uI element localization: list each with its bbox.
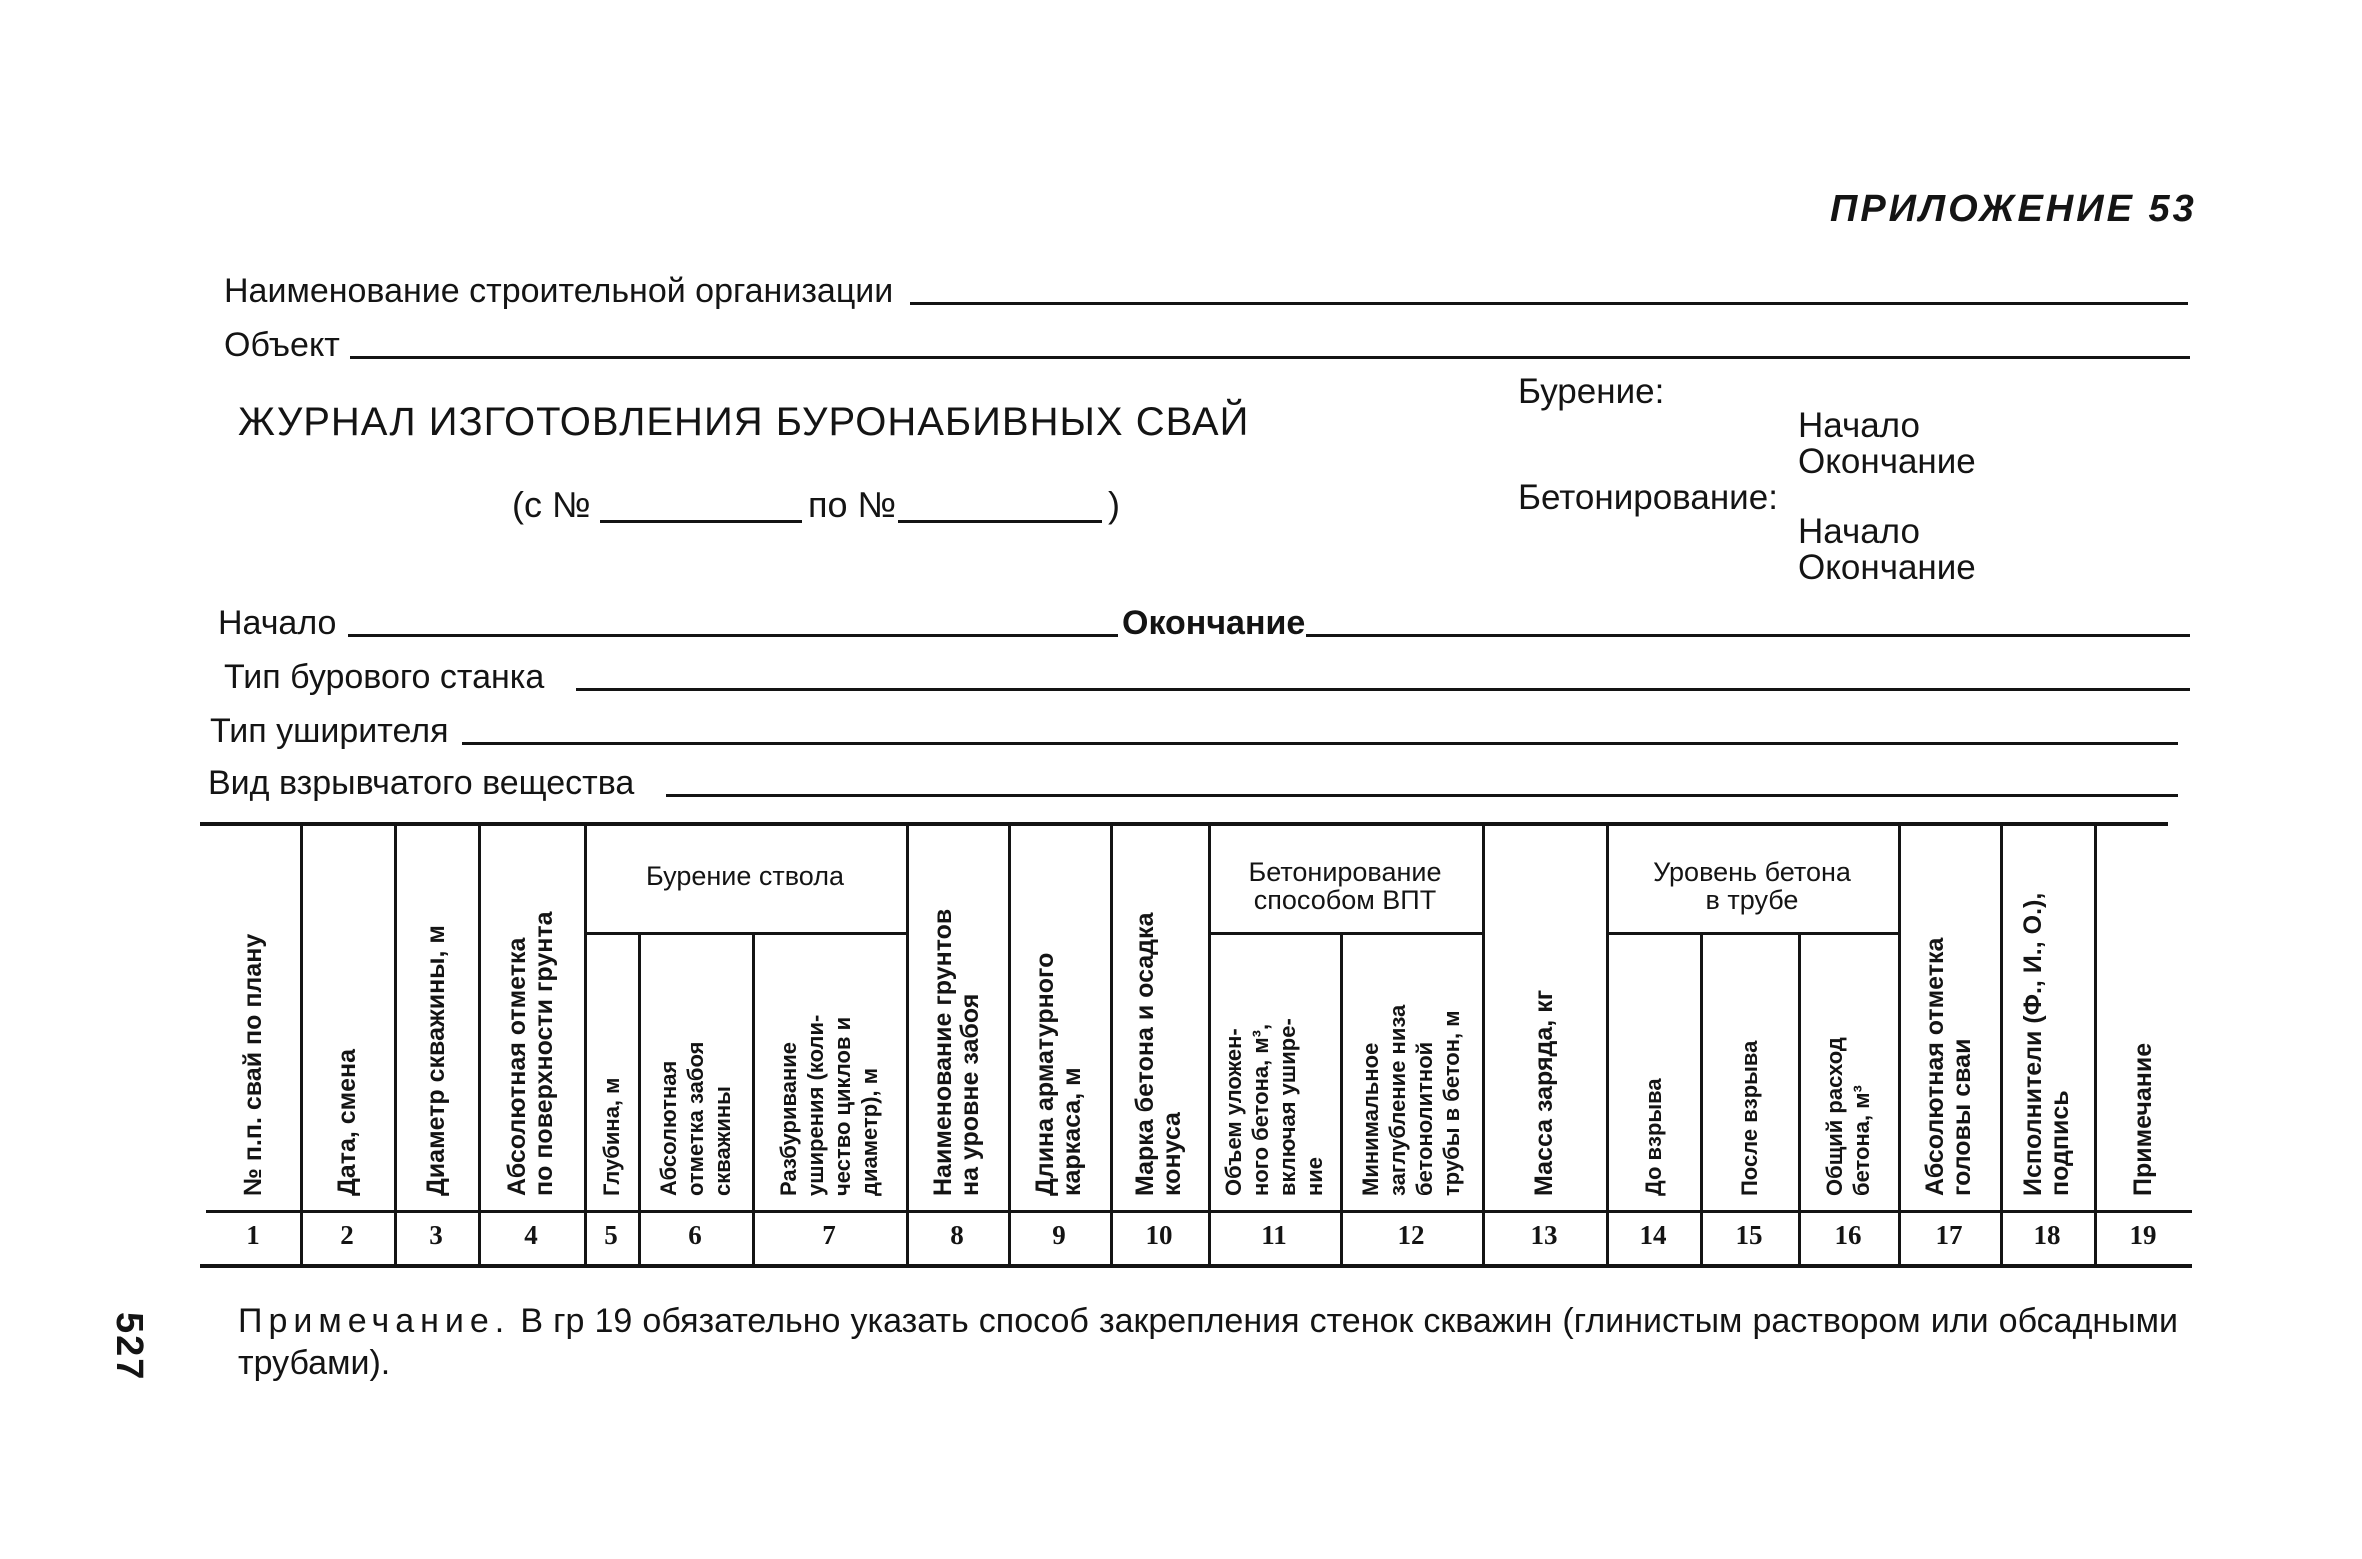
column-number-15: 15	[1735, 1220, 1763, 1250]
drilling-label: Бурение:	[1518, 372, 1665, 411]
column-number-2: 2	[340, 1220, 354, 1250]
column-header-17: Абсолютная отметка головы сваи	[1921, 937, 1976, 1196]
range-close: )	[1108, 484, 1120, 525]
reamer-type-field[interactable]	[462, 742, 2178, 745]
concreting-start: Начало	[1798, 512, 1920, 551]
table-column-divider	[638, 932, 641, 1264]
group-concreting: Бетонирование способом ВПТ	[1248, 857, 1442, 915]
end-field[interactable]	[1306, 634, 2190, 637]
range-from-field[interactable]	[600, 520, 802, 523]
table-column-divider	[394, 826, 397, 1264]
range-from-label: (с №	[512, 484, 591, 525]
column-header-4: Абсолютная отметка по поверхности грунта	[503, 911, 558, 1196]
table-column-divider	[2000, 826, 2003, 1264]
table-bottom-rule	[200, 1264, 2192, 1268]
table-column-divider	[906, 826, 909, 1264]
column-header-3: Диаметр скважины, м	[421, 925, 450, 1196]
drilling-start: Начало	[1798, 406, 1920, 445]
concreting-end: Окончание	[1798, 548, 1976, 587]
column-header-9: Длина арматурного каркаса, м	[1031, 952, 1086, 1196]
column-number-10: 10	[1145, 1220, 1173, 1250]
start-field[interactable]	[348, 634, 1118, 637]
column-header-7: Разбуривание уширения (коли- чество циклов и диаметр), м	[776, 1014, 882, 1196]
footnote-text: В гр 19 обязательно указать способ закрепления стенок скважин (глинистым раствором или обсадными трубами).	[238, 1302, 2178, 1382]
table-column-divider	[1482, 826, 1485, 1264]
column-number-3: 3	[429, 1220, 443, 1250]
column-header-16: Общий расход бетона, м³	[1822, 1037, 1874, 1196]
start-label: Начало	[218, 604, 337, 642]
reamer-type-label: Тип уширителя	[210, 712, 449, 750]
column-header-5: Глубина, м	[598, 1077, 624, 1196]
concreting-label: Бетонирование:	[1518, 478, 1778, 517]
column-header-1: № п.п. свай по плану	[238, 933, 267, 1196]
object-field[interactable]	[350, 356, 2190, 359]
column-header-2: Дата, смена	[332, 1048, 361, 1196]
table-column-divider	[1606, 826, 1609, 1264]
table-column-divider	[300, 826, 303, 1264]
column-number-9: 9	[1052, 1220, 1066, 1250]
column-header-13: Масса заряда, кг	[1529, 989, 1558, 1196]
table-column-divider	[584, 826, 587, 1264]
table-top-rule	[200, 822, 2168, 826]
column-number-13: 13	[1530, 1220, 1558, 1250]
org-label: Наименование строительной организации	[224, 272, 894, 310]
table-column-divider	[1898, 826, 1901, 1264]
table-column-divider	[1700, 932, 1703, 1264]
column-header-10: Марка бетона и осадка конуса	[1131, 912, 1186, 1196]
org-field[interactable]	[910, 302, 2188, 305]
column-number-11: 11	[1261, 1220, 1287, 1250]
column-header-15: После взрыва	[1736, 1040, 1762, 1196]
explosive-field[interactable]	[666, 794, 2178, 797]
column-header-14: До взрыва	[1640, 1078, 1666, 1196]
rig-type-field[interactable]	[576, 688, 2190, 691]
column-number-7: 7	[822, 1220, 836, 1250]
group-drilling-rule	[584, 932, 906, 935]
group-concreting-rule	[1208, 932, 1482, 935]
table-number-rule	[206, 1210, 2192, 1213]
column-number-18: 18	[2033, 1220, 2061, 1250]
range-to-field[interactable]	[898, 520, 1102, 523]
column-header-18: Исполнители (Ф., И., О.), подпись	[2019, 892, 2074, 1196]
table-column-divider	[752, 932, 755, 1264]
column-number-17: 17	[1935, 1220, 1963, 1250]
column-header-8: Наименование грунтов на уровне забоя	[929, 908, 984, 1196]
end-label: Окончание	[1122, 604, 1306, 642]
table-column-divider	[1008, 826, 1011, 1264]
footnote-head: Примечание.	[238, 1302, 511, 1340]
group-level-rule	[1606, 932, 1898, 935]
range-to-label: по №	[808, 484, 897, 525]
column-number-4: 4	[524, 1220, 538, 1250]
table-column-divider	[1340, 932, 1343, 1264]
table-column-divider	[2094, 826, 2097, 1264]
column-number-16: 16	[1834, 1220, 1862, 1250]
column-number-19: 19	[2129, 1220, 2157, 1250]
column-number-1: 1	[246, 1220, 260, 1250]
table-column-divider	[1110, 826, 1113, 1264]
footnote	[238, 1300, 2178, 1384]
table-column-divider	[1798, 932, 1801, 1264]
column-number-8: 8	[950, 1220, 964, 1250]
rig-type-label: Тип бурового станка	[224, 658, 545, 696]
journal-title: ЖУРНАЛ ИЗГОТОВЛЕНИЯ БУРОНАБИВНЫХ СВАЙ	[238, 400, 1250, 444]
table-column-divider	[1208, 826, 1211, 1264]
column-header-6: Абсолютная отметка забоя скважины	[655, 1041, 735, 1196]
column-header-12: Минимальное заглубление низа бетонолитной трубы в бетон, м	[1358, 1004, 1464, 1196]
group-concrete-level: Уровень бетона в трубе	[1653, 857, 1851, 915]
column-header-19: Примечание	[2128, 1042, 2157, 1196]
column-header-11: Объем уложен- ного бетона, м³, включая уширe- ние	[1221, 1018, 1327, 1196]
table-column-divider	[478, 826, 481, 1264]
object-label: Объект	[224, 326, 340, 364]
page-number: 527	[108, 1312, 150, 1382]
appendix-title: ПРИЛОЖЕНИЕ 53	[1830, 188, 2197, 230]
column-number-5: 5	[604, 1220, 618, 1250]
explosive-label: Вид взрывчатого вещества	[208, 764, 635, 802]
column-number-12: 12	[1397, 1220, 1425, 1250]
group-drilling: Бурение ствола	[646, 861, 844, 891]
drilling-end: Окончание	[1798, 442, 1976, 481]
column-number-6: 6	[688, 1220, 702, 1250]
column-number-14: 14	[1639, 1220, 1667, 1250]
